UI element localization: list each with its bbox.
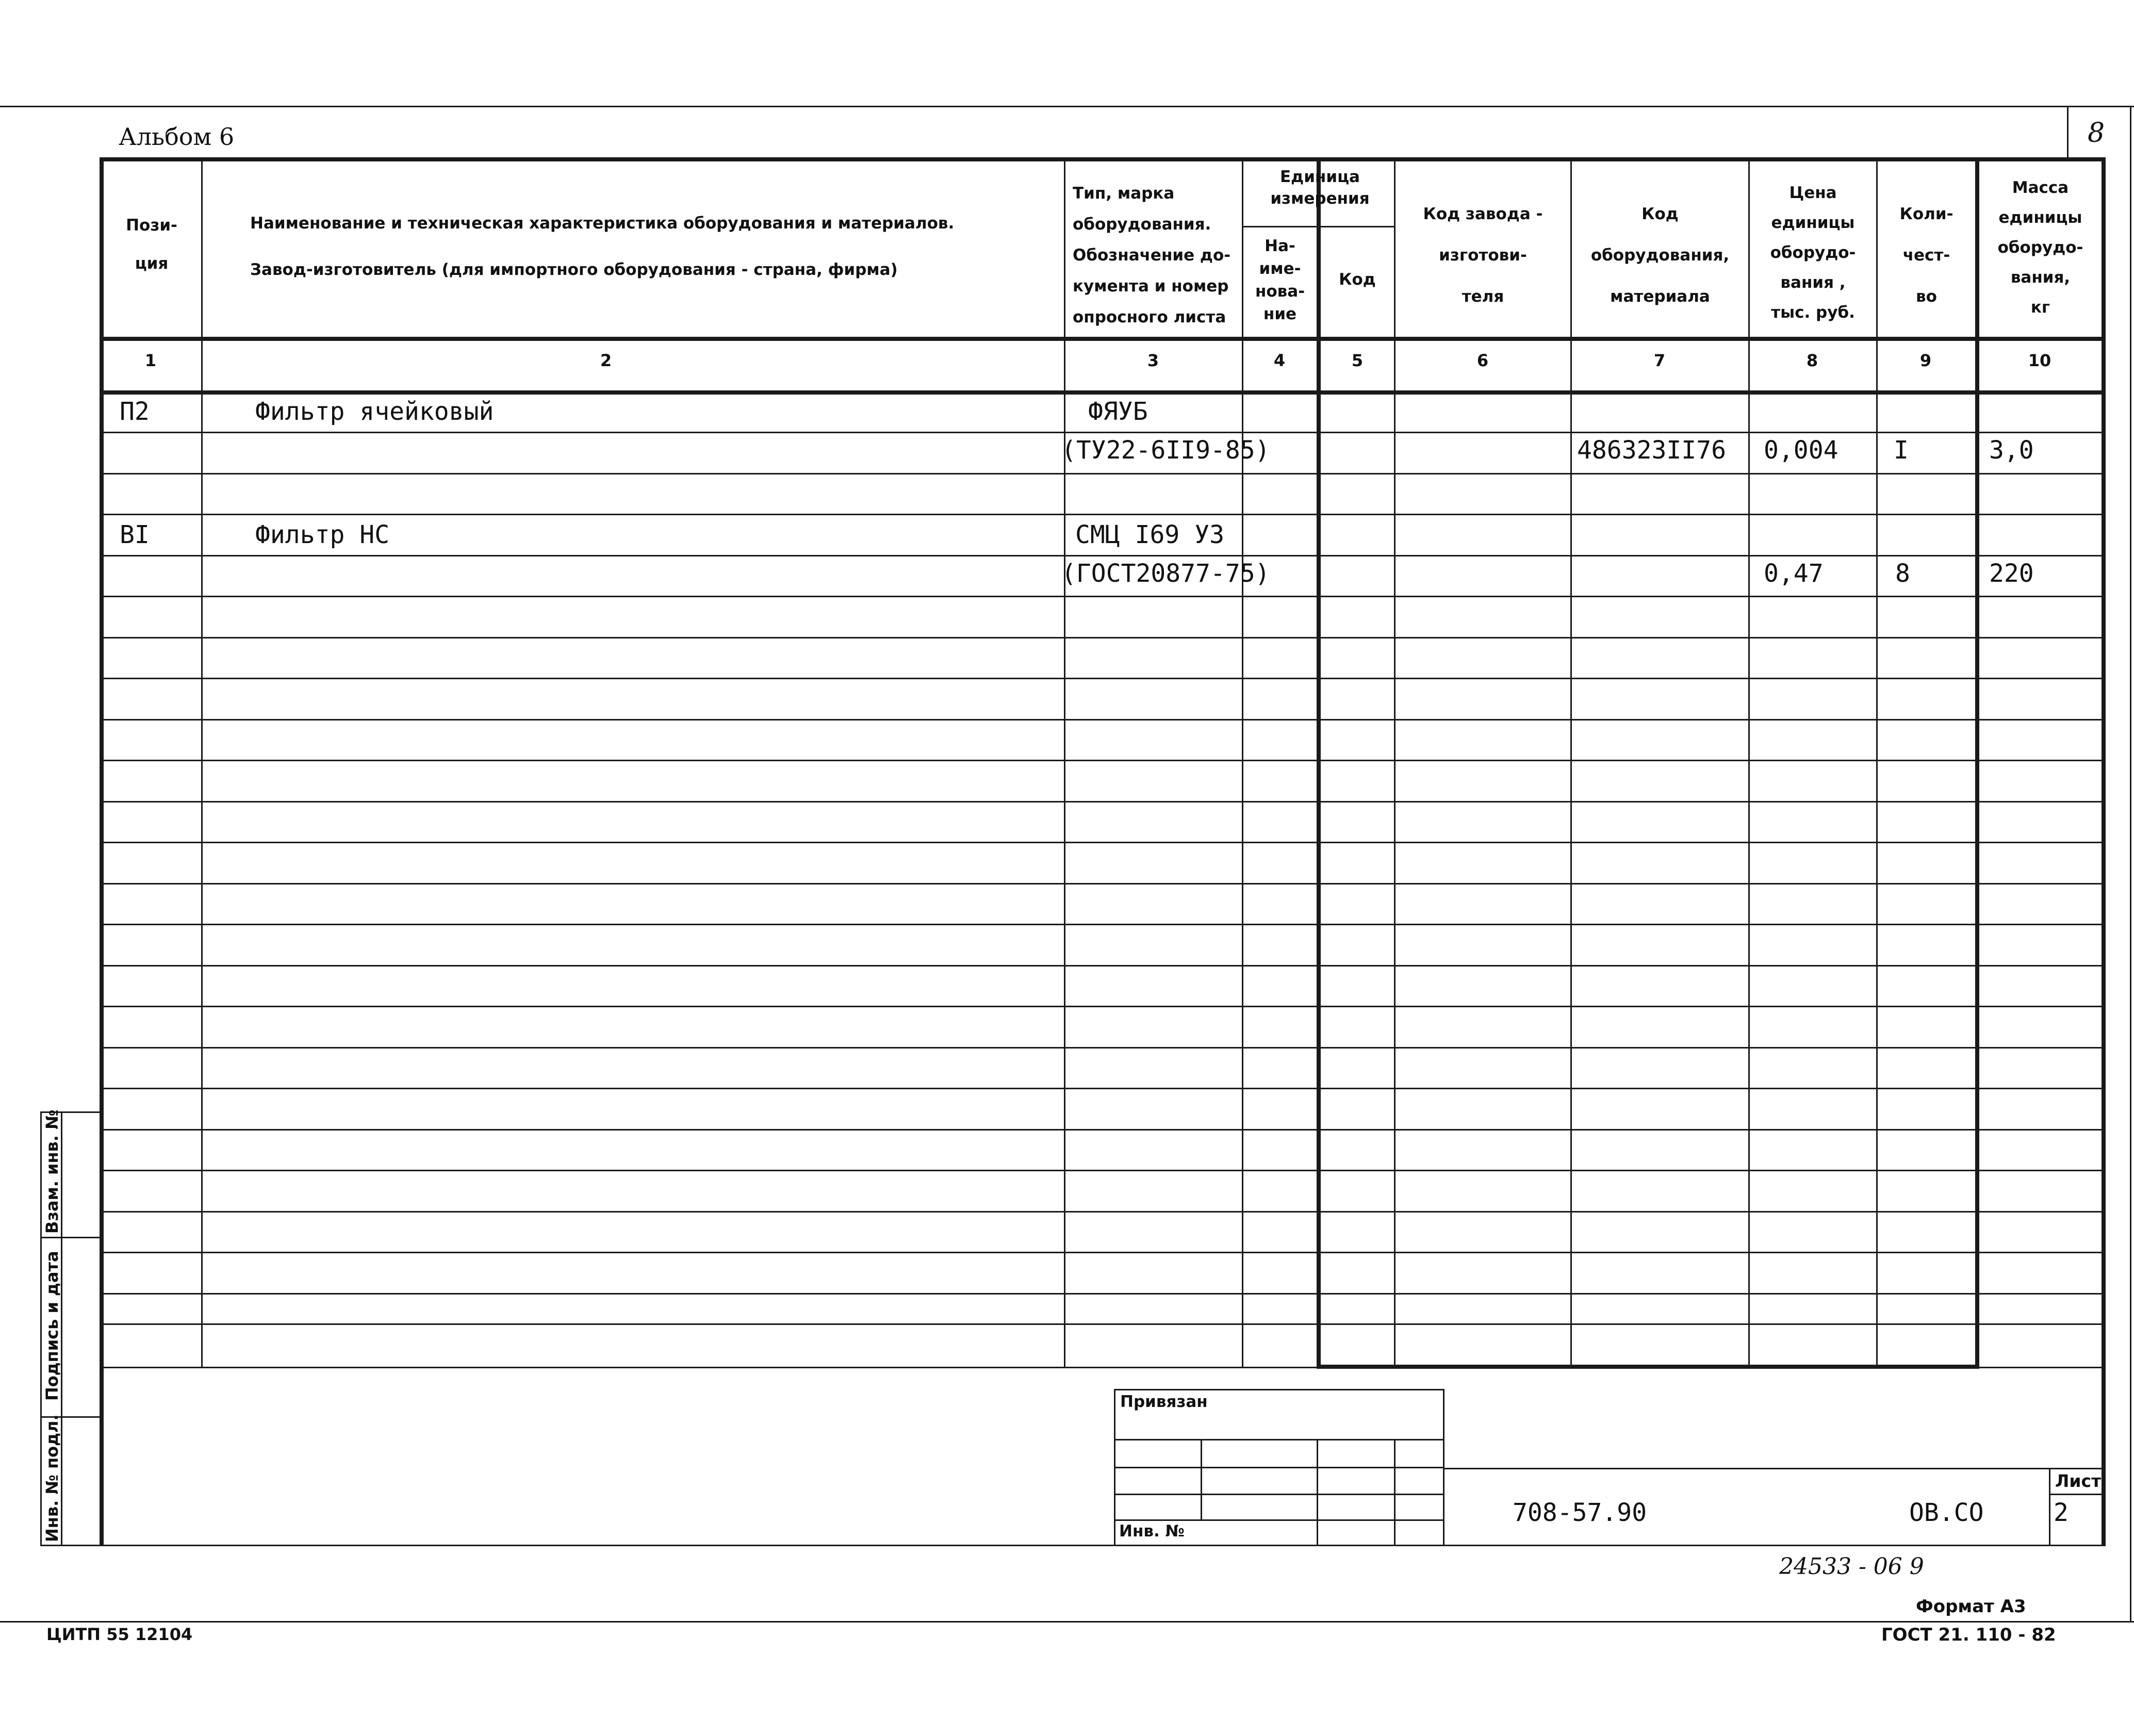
header-qty: Коли- чест- во [1899, 205, 1954, 306]
row-qty: 8 [1895, 559, 1910, 588]
row-name: Фильтр ячейковый [255, 397, 494, 426]
sheet-corner-number: 8 [2088, 118, 2105, 149]
title-list-label: Лист [2055, 1471, 2102, 1491]
header-position: Пози- ция [126, 216, 177, 273]
row-price: 0,47 [1764, 559, 1824, 588]
row-type: СМЦ I69 УЗ [1075, 520, 1224, 549]
col-number: 8 [1806, 351, 1818, 370]
col-number: 6 [1476, 351, 1489, 370]
row-type: (ТУ22-6II9-85) [1061, 436, 1270, 465]
row-type: (ГОСТ20877-75) [1061, 559, 1270, 588]
title-privyazan: Привязан [1120, 1393, 1208, 1411]
row-position: BI [120, 520, 150, 549]
side-stamp-vzam: Взам. инв. № [42, 1109, 62, 1234]
row-equipment-code: 486323II76 [1577, 436, 1726, 465]
row-mass: 220 [1989, 559, 2034, 588]
header-factory-code: Код завода - изготови- теля [1423, 205, 1543, 306]
header-unit-group: Единица измерения [1270, 168, 1370, 208]
title-inv-no: Инв. № [1119, 1522, 1185, 1541]
title-doc-mark: ОВ.СО [1909, 1498, 1984, 1527]
row-name: Фильтр НС [255, 520, 390, 549]
header-mass: Масса единицы оборудо- вания, кг [1997, 178, 2083, 317]
row-type: ФЯУБ [1088, 397, 1148, 426]
col-number: 1 [144, 351, 157, 370]
header-unit-name: На- име- нова- ние [1255, 237, 1305, 323]
tsitp-label: ЦИТП 55 12104 [46, 1625, 193, 1644]
col-number: 7 [1653, 351, 1666, 370]
row-position: П2 [120, 397, 150, 426]
side-stamp-podpis: Подпись и дата [42, 1251, 62, 1401]
title-doc-code: 708-57.90 [1513, 1498, 1647, 1527]
row-price: 0,004 [1764, 436, 1838, 465]
row-qty: I [1894, 436, 1909, 465]
col-number: 2 [600, 351, 612, 370]
col-number: 5 [1351, 351, 1364, 370]
header-unit-code: Код [1339, 270, 1376, 289]
row-mass: 3,0 [1989, 436, 2034, 465]
title-list-value: 2 [2054, 1498, 2069, 1527]
album-label: Альбом 6 [119, 123, 235, 151]
header-type: Тип, марка оборудования. Обозначение до- кумента и номер опросного листа [1073, 184, 1231, 326]
handwritten-number: 24533 - 06 9 [1779, 1553, 1924, 1580]
side-stamp-inv: Инв. № подл. [42, 1414, 62, 1542]
header-price: Цена единицы оборудо- вания , тыс. руб. [1770, 184, 1856, 322]
col-number: 4 [1273, 351, 1286, 370]
col-number: 10 [2028, 351, 2051, 370]
col-number: 9 [1919, 351, 1932, 370]
col-number: 3 [1147, 351, 1159, 370]
format-label: Формат А3 [1916, 1596, 2026, 1617]
header-name: Наименование и техническая характеристика оборудования и материалов. Завод-изготовитель (для импортного оборудования - страна, фирма) [250, 214, 955, 279]
gost-label: ГОСТ 21. 110 - 82 [1881, 1625, 2056, 1645]
header-equipment-code: Код оборудования, материала [1590, 205, 1730, 306]
